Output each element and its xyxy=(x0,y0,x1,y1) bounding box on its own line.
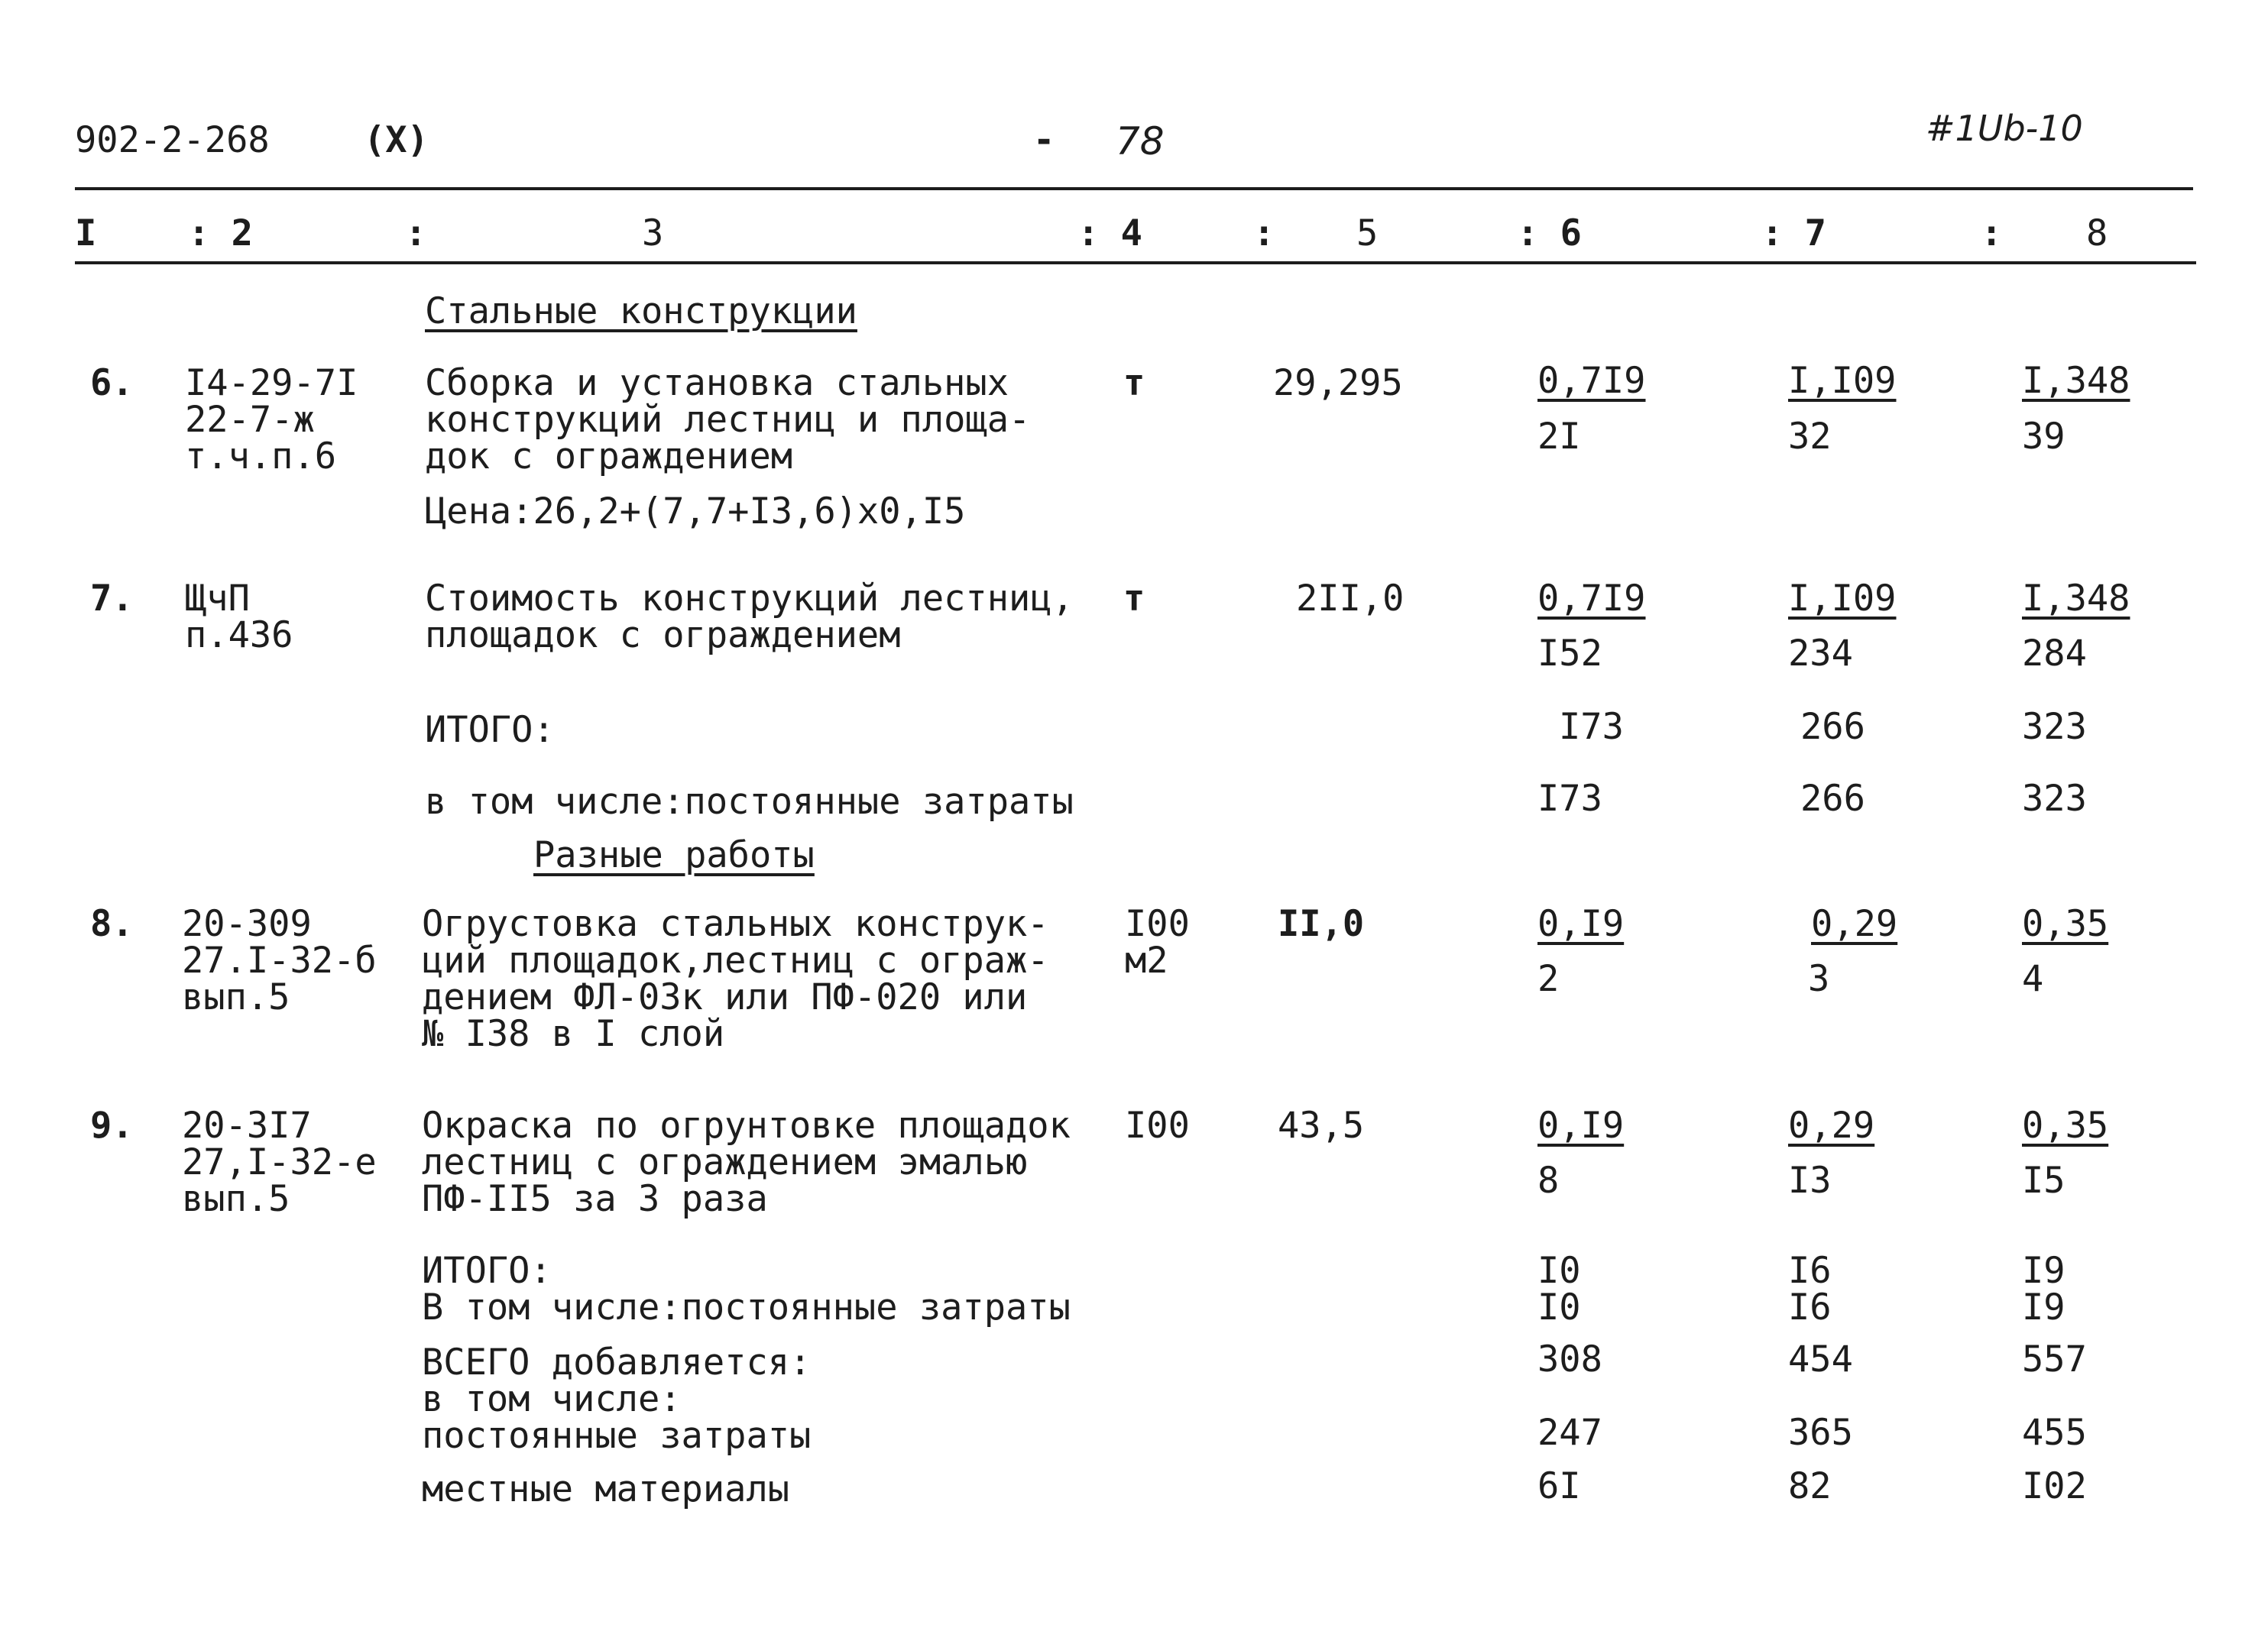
doc-code: 902-2-268 xyxy=(75,119,270,161)
row-9-desc: Окраска по огрунтовке площадок лестниц с ограждением эмалью ПФ-II5 за 3 раза xyxy=(422,1105,1071,1220)
row-9-c7-bottom: I3 xyxy=(1788,1160,1832,1202)
row-9-c7-top: 0,29 xyxy=(1788,1105,1875,1147)
subtotal-1-c7: 266 xyxy=(1800,706,1865,748)
doc-variant: (X) xyxy=(364,119,429,161)
row-9-c6-top: 0,I9 xyxy=(1537,1105,1625,1147)
row-8-c8-bottom: 4 xyxy=(2022,958,2044,1000)
col-6-label: : 6 xyxy=(1517,212,1582,254)
col-3-sep: : xyxy=(405,212,427,254)
row-7-qty: 2II,0 xyxy=(1296,578,1405,620)
row-8-code: 20-309 27.I-32-б вып.5 xyxy=(182,903,377,1018)
row-8-c6-top: 0,I9 xyxy=(1537,903,1625,945)
grand-total-c7: 454 xyxy=(1788,1338,1853,1380)
subtotal-2-c8: I9 xyxy=(2022,1250,2066,1292)
subtotal-1-const-c8: 323 xyxy=(2022,778,2087,820)
grand-total-c6: 308 xyxy=(1537,1338,1602,1380)
col-7-label: : 7 xyxy=(1761,212,1826,254)
row-6-c7-bottom: 32 xyxy=(1788,416,1832,458)
row-9-code: 20-3I7 27,I-32-е вып.5 xyxy=(182,1105,377,1220)
row-7-unit: т xyxy=(1123,578,1145,620)
grand-const-c8: 455 xyxy=(2022,1412,2087,1454)
col-5-label: 5 xyxy=(1356,212,1379,254)
row-7-c7-bottom: 234 xyxy=(1788,633,1853,675)
row-9-c8-top: 0,35 xyxy=(2022,1105,2109,1147)
grand-local-label: местные материалы xyxy=(422,1468,790,1510)
subtotal-1-const-c7: 266 xyxy=(1800,778,1865,820)
col-8-sep: : xyxy=(1981,212,2003,254)
section-steel-title: Стальные конструкции xyxy=(425,290,857,332)
row-9-qty: 43,5 xyxy=(1278,1105,1365,1147)
col-3-label: 3 xyxy=(642,212,664,254)
row-7-c7-top: I,I09 xyxy=(1788,578,1897,620)
subtotal-1-c8: 323 xyxy=(2022,706,2087,748)
row-6-code: I4-29-7I 22-7-ж т.ч.п.6 xyxy=(185,362,358,477)
subtotal-2-c7: I6 xyxy=(1788,1250,1832,1292)
grand-const-c6: 247 xyxy=(1537,1412,1602,1454)
row-8-num: 8. xyxy=(90,903,134,945)
row-8-c6-bottom: 2 xyxy=(1537,958,1560,1000)
col-1-label: I xyxy=(75,212,97,254)
row-6-unit: т xyxy=(1123,362,1145,404)
page-dash: - xyxy=(1033,119,1055,161)
page-number: 78 xyxy=(1116,119,1165,163)
row-6-c6-top: 0,7I9 xyxy=(1537,360,1646,402)
col-2-label: : 2 xyxy=(188,212,253,254)
grand-total-label: ВСЕГО добавляется: xyxy=(422,1342,812,1384)
row-8-c8-top: 0,35 xyxy=(2022,903,2109,945)
subtotal-1-const-label: в том числе:постоянные затраты xyxy=(425,781,1074,823)
subtotal-2-label: ИТОГО: xyxy=(422,1250,552,1292)
row-8-qty: II,0 xyxy=(1278,903,1365,945)
row-7-num: 7. xyxy=(90,578,134,620)
col-4-label: : 4 xyxy=(1077,212,1142,254)
row-7-desc: Стоимость конструкций лестниц, площадок с ограждением xyxy=(425,578,1074,656)
subtotal-1-const-c6: I73 xyxy=(1537,778,1602,820)
row-6-c8-bottom: 39 xyxy=(2022,416,2066,458)
row-8-unit: I00 м2 xyxy=(1125,903,1190,982)
row-8-c7-top: 0,29 xyxy=(1811,903,1898,945)
col-5-sep: : xyxy=(1253,212,1275,254)
row-7-code: ЩчП п.436 xyxy=(185,578,293,656)
subtotal-1-label: ИТОГО: xyxy=(425,709,555,751)
subtotal-2-const-c8: I9 xyxy=(2022,1287,2066,1329)
grand-const-c7: 365 xyxy=(1788,1412,1853,1454)
row-6-desc: Сборка и установка стальных конструкций лестниц и площа- док с ограждением xyxy=(425,362,1031,477)
subtotal-1-c6: I73 xyxy=(1559,706,1624,748)
row-7-c8-bottom: 284 xyxy=(2022,633,2087,675)
grand-total-c8: 557 xyxy=(2022,1338,2087,1380)
grand-const-label: постоянные затраты xyxy=(422,1415,812,1457)
subtotal-2-const-c7: I6 xyxy=(1788,1287,1832,1329)
col-8-label: 8 xyxy=(2086,212,2108,254)
row-6-qty: 29,295 xyxy=(1273,362,1403,404)
grand-local-c7: 82 xyxy=(1788,1465,1832,1507)
header-rule-top xyxy=(75,187,2193,190)
subtotal-2-const-label: В том числе:постоянные затраты xyxy=(422,1287,1071,1329)
grand-local-c6: 6I xyxy=(1537,1465,1581,1507)
row-7-c8-top: I,348 xyxy=(2022,578,2130,620)
row-8-desc: Огрустовка стальных конструк- ций площадок,лестниц с ограж- дением ФЛ-03к или ПФ-020 или № I38 в I слой xyxy=(422,903,1049,1055)
section-misc-title: Разные работы xyxy=(533,834,815,876)
row-7-c6-top: 0,7I9 xyxy=(1537,578,1646,620)
row-8-c7-bottom: 3 xyxy=(1808,958,1830,1000)
row-6-price-note: Цена:26,2+(7,7+I3,6)x0,I5 xyxy=(425,490,966,532)
row-9-num: 9. xyxy=(90,1105,134,1147)
grand-local-c8: I02 xyxy=(2022,1465,2087,1507)
row-9-c6-bottom: 8 xyxy=(1537,1160,1560,1202)
row-7-c6-bottom: I52 xyxy=(1537,633,1602,675)
row-6-num: 6. xyxy=(90,362,134,404)
grand-including-label: в том числе: xyxy=(422,1378,682,1420)
subtotal-2-const-c6: I0 xyxy=(1537,1287,1581,1329)
row-6-c8-top: I,348 xyxy=(2022,360,2130,402)
subtotal-2-c6: I0 xyxy=(1537,1250,1581,1292)
row-9-c8-bottom: I5 xyxy=(2022,1160,2066,1202)
row-6-c7-top: I,I09 xyxy=(1788,360,1897,402)
inventory-number: #1Ub-10 xyxy=(1926,108,2083,149)
row-9-unit: I00 xyxy=(1125,1105,1190,1147)
row-6-c6-bottom: 2I xyxy=(1537,416,1581,458)
header-rule-bottom xyxy=(75,261,2196,264)
